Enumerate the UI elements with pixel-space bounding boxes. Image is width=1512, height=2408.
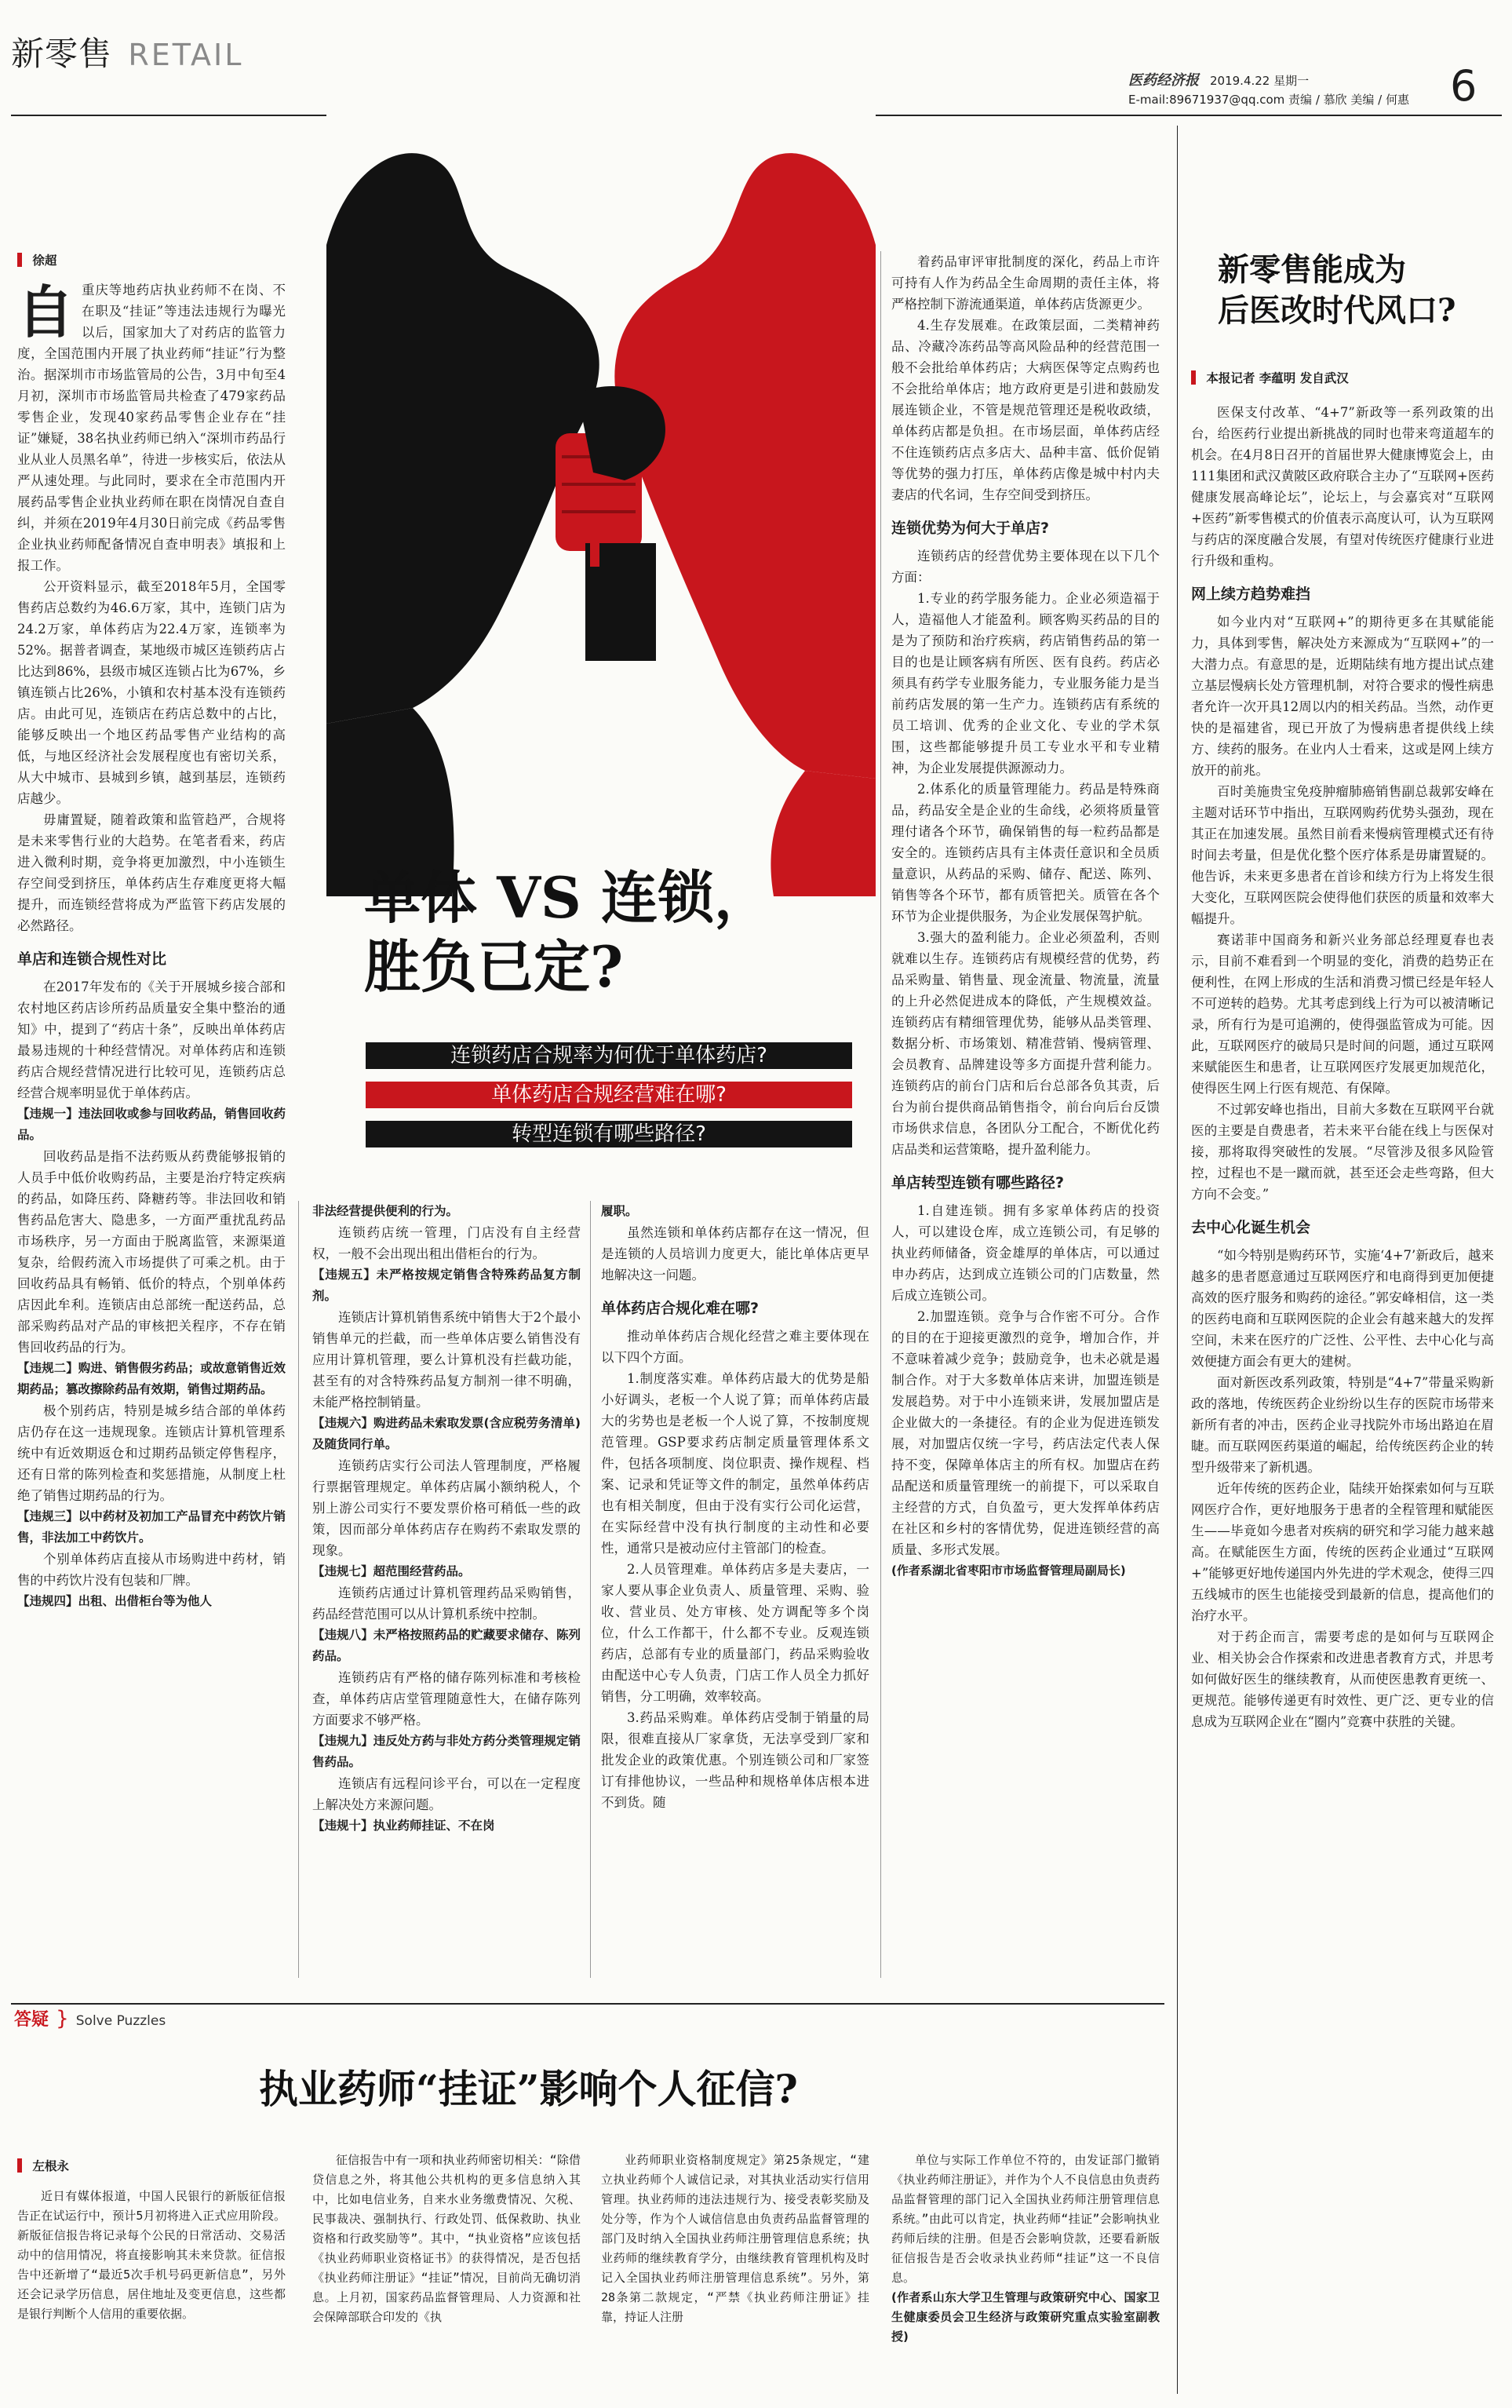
qa-col-3 bbox=[601, 2151, 869, 2399]
qa-signature: (作者系山东大学卫生管理与政策研究中心、国家卫生健康委员会卫生经济与政策研究重点实验室副教授) bbox=[891, 2290, 1160, 2344]
main-col4-para-2: 4.生存发展难。在政策层面，二类精神药品、冷藏冷冻药品等高风险品种的经营范围一般不会批给单体药店；大病医保等定点购药也不会批给单体店；地方政府更是引进和鼓励发展连锁企业，不管是规范管理还是税收政绩，单体药店都是负担。在市场层面，单体药店经不住连锁药店点多店大、品种丰富、低价促销等优势的强力打压，单体药店像是城中村内夫妻店的代名词，生存空间受到挤压。 bbox=[891, 318, 1160, 502]
main-col4-subhead-8: 单店转型连锁有哪些路径? bbox=[891, 1174, 1065, 1191]
side-col-para-6: 不过郭安峰也指出，目前大多数在互联网平台就医的主要是自费患者，若未来平台能在线上与医保对接，那将取得突破性的发展。“尽管涉及很多风险管控，过程也不是一蹴而就，甚至还会走些弯路，但大方向不会变。” bbox=[1191, 1102, 1494, 1202]
side-col-para-11: 对于药企而言，需要考虑的是如何与互联网企业、相关协会合作探索和改进患者教育方式，并思考如何做好医生的继续教育，从而使医患教育更统一、更规范。能够传递更有时效性、更广泛、更专业的信息成为互联网企业在“圈内”竞赛中获胜的关键。 bbox=[1191, 1629, 1494, 1729]
column-rule-1 bbox=[298, 1201, 299, 1978]
side-col-para-4: 百时美施贵宝免疫肿瘤肺癌销售副总裁郭安峰在主题对话环节中指出，互联网购药优势头强劲，现在其正在加速发展。虽然目前看来慢病管理模式还有待时间去考量，但是优化整个医疗体系是毋庸置疑的。他告诉，未来更多患者在首诊和续方行为上将发生很大变化，互联网医院会使得他们获医的质量和效率大幅提升。 bbox=[1191, 784, 1494, 926]
main-col3-subhead-3: 单体药店合规化难在哪? bbox=[601, 1300, 760, 1317]
side-col-subhead-2: 网上续方趋势难挡 bbox=[1191, 586, 1311, 603]
qa-headline: 执业药师“挂证”影响个人征信? bbox=[259, 2066, 798, 2112]
qa-author bbox=[17, 2157, 69, 2174]
arm-wrestling-illustration bbox=[326, 64, 876, 896]
main-author-name: 徐超 bbox=[32, 254, 57, 268]
qa-top-rule bbox=[11, 2003, 1164, 2005]
main-col-3 bbox=[601, 1201, 869, 1986]
headline-line-2: 胜负已定? bbox=[364, 933, 624, 1000]
side-col-para-3: 如今业内对“互联网+”的期待更多在其赋能能力，具体到零售，解决处方来源成为“互联网+”的一大潜力点。有意思的是，近期陆续有地方提出试点建立基层慢病长处方管理机制，对符合要求的慢性病患者允许一次开具12周以内的相关药品。当然，动作更快的是福建省，现已开放了为慢病患者提供线上续方、续药的服务。在业内人士看来，这或是网上续方放开的前兆。 bbox=[1191, 615, 1494, 778]
section-title-en: RETAIL bbox=[128, 38, 244, 72]
qa-col3-text: 业药师职业资格制度规定》第25条规定，“建立执业药师个人诚信记录，对其执业活动实行信用管理。执业药师的违法违规行为、接受表彰奖励及处分等，作为个人诚信信息由负责药品监督管理的部门及时纳入全国执业药师注册管理信息系统；执业药师的继续教育学分，由继续教育管理机构及时记入全国执业药师注册管理信息系统”。另外，第28条第二款规定，“严禁《执业药师注册证》挂靠，持证人注册 bbox=[601, 2153, 869, 2324]
section-title-cn: 新零售 bbox=[11, 35, 113, 73]
column-rule-2 bbox=[590, 1201, 591, 1978]
main-col1-para-1-text: 重庆等地药店执业药师不在岗、不在职及“挂证”等违法违规行为曝光以后，国家加大了对药店的监管力度，全国范围内开展了执业药师“挂证”行为整治。据深圳市市场监管局的公告，3月中旬至4月初，深圳市市场监管局共检查了479家药品零售企业，发现40家药品零售企业存在“挂证”嫌疑，38名执业药师已纳入“深圳市药品行业从业人员黑名单”，待进一步核实后，依法从严从速处理。与此同时，要求在全市范围内开展药品零售企业执业药师在职在岗情况自查自纠，并须在2019年4月30日前完成《药品零售企业执业药师配备情况自查申明表》填报和上报工作。 bbox=[17, 283, 286, 573]
main-col3-para-6: 2.人员管理难。单体药店多是夫妻店，一家人要从事企业负责人、质量管理、采购、验收、营业员、处方审核、处方调配等多个岗位，什么工作都干，什么都不专业。反观连锁药店，总部有专业的质量部门，药品采购验收由配送中心专人负责，门店工作人员全力抓好销售，分工明确，效率较高。 bbox=[601, 1562, 869, 1704]
qa-col-1 bbox=[17, 2187, 286, 2399]
banner-1: 连锁药店合规率为何优于单体药店? bbox=[366, 1042, 852, 1069]
side-headline bbox=[1218, 250, 1456, 331]
qa-tag-bracket-icon: } bbox=[56, 2007, 69, 2030]
main-col-2 bbox=[312, 1201, 581, 1986]
main-col4-para-1: 着药品审评审批制度的深化，药品上市许可持有人作为药品全生命周期的责任主体，将严格控制下游流通渠道，单体药店货源更少。 bbox=[891, 254, 1160, 312]
page-number: 6 bbox=[1450, 61, 1477, 111]
qa-tag bbox=[14, 2006, 166, 2030]
main-col2-violation-title-9: 【违规八】未严格按照药品的贮藏要求储存、陈列药品。 bbox=[312, 1628, 581, 1663]
main-col2-violation-title-5: 【违规六】购进药品未索取发票(含应税劳务清单)及随货同行单。 bbox=[312, 1416, 581, 1451]
qa-col-4 bbox=[891, 2151, 1160, 2399]
main-col2-para-8: 连锁药店通过计算机管理药品采购销售，药品经营范围可以从计算机系统中控制。 bbox=[312, 1585, 581, 1622]
main-col4-para-7: 3.强大的盈利能力。企业必须盈利，否则就难以生存。连锁药店有规模经营的优势，药品采购量、销售量、现金流量、物流量，流量的上升必然促进成本的降低，产生规模效益。连锁药店有精细管理优势，能够从品类管理、数据分析、市场策划、精准营销、慢病管理、会员教育、品牌建设等多方面提升营利能力。连锁药店的前台门店和后台总部各负其责，后台为前台提供商品销售指令，前台向后台反馈市场供求信息，各团队分工配合，不断优化药店品类和运营策略，提升盈利能力。 bbox=[891, 930, 1160, 1157]
main-col4-para-4: 连锁药店的经营优势主要体现在以下几个方面： bbox=[891, 549, 1160, 585]
qa-col1-text: 近日有媒体报道，中国人民银行的新版征信报告正在试运行中，预计5月初将进入正式应用阶段。新版征信报告将记录每个公民的日常活动、交易活动中的信用情况，将直接影响其未来贷款。征信报告中还新增了“最近5次手机号码更新信息”，另外还会记录学历信息，居住地址及变更信息，这些都是银行判断个人信用的重要依据。 bbox=[17, 2189, 286, 2321]
main-col1-para-3: 毋庸置疑，随着政策和监管趋严，合规将是未来零售行业的大趋势。在笔者看来，药店进入微利时期，竞争将更加激烈，中小连锁生存空间受到挤压，单体药店生存难度更将大幅提升，而连锁经营将成为严监管下药店发展的必然路径。 bbox=[17, 812, 286, 933]
main-col1-para-2: 公开资料显示，截至2018年5月，全国零售药店总数约为46.6万家，其中，连锁门店为24.2万家，单体药店为22.4万家，连锁率为52%。据普者调查，某地级市城区连锁药店占比达到86%，县级市城区连锁占比为67%，乡镇连锁占比26%，小镇和农村基本没有连锁药店。由此可见，连锁店在药店总数中的占比，能够反映出一个地区药品零售产业结构的高低，与地区经济社会发展程度也有密切关系，从大中城市、县城到乡镇，越到基层，连锁药店越少。 bbox=[17, 579, 286, 806]
main-col4-para-10: 2.加盟连锁。竞争与合作密不可分。合作的目的在于迎接更激烈的竞争，增加合作，并不意味着减少竞争；鼓励竞争，也未必就是遏制合作。对于大多数单体店来讲，加盟连锁是发展趋势。对于中小连锁来讲，发展加盟店是企业做大的一条捷径。有的企业为促进连锁发展，对加盟店仅统一字号，药店法定代表人保持不变，保障单体店主的所有权。加盟店在药品配送和质量管理统一的前提下，可以采取自主经营的方式，自负盈亏，更大发挥单体药店在社区和乡村的客情优势，促进连锁经营的高质量、多形式发展。 bbox=[891, 1309, 1160, 1557]
main-col4-para-9: 1.自建连锁。拥有多家单体药店的投资人，可以建设仓库，成立连锁公司，有足够的执业药师储备，资金雄厚的单体店，可以通过申办药店，达到成立连锁公司的门店数量，然后成立连锁公司。 bbox=[891, 1203, 1160, 1303]
black-cuff bbox=[590, 535, 599, 567]
qa-col2-text: 征信报告中有一项和执业药师密切相关：“除借贷信息之外，将其他公共机构的更多信息纳入其中，比如电信业务，自来水业务缴费情况、欠税、民事裁决、强制执行、行政处罚、低保救助、执业资格和行政奖励等”。其中，“执业资格”应该包括《执业药师职业资格证书》的获得情况，是否包括《执业药师注册证》“挂证”情况，目前尚无确切消息。上月初，国家药品监督管理局、人力资源和社会保障部联合印发的《执 bbox=[312, 2153, 581, 2324]
main-headline bbox=[364, 863, 771, 1002]
side-col-subhead-7: 去中心化诞生机会 bbox=[1191, 1219, 1311, 1236]
main-col2-para-12: 连锁店有远程问诊平台，可以在一定程度上解决处方来源问题。 bbox=[312, 1776, 581, 1812]
main-col2-violation-title-11: 【违规九】违反处方药与非处方药分类管理规定销售药品。 bbox=[312, 1734, 581, 1769]
violation-2-text: 极个别药店，特别是城乡结合部的单体药店仍存在这一违规现象。连锁店计算机管理系统中有近效期返仓和过期药品锁定停售程序，还有日常的陈列检查和奖惩措施，从制度上杜绝了销售过期药品的行为。 bbox=[17, 1403, 286, 1503]
banner-3: 转型连锁有哪些路径? bbox=[366, 1121, 852, 1147]
banner-2: 单体药店合规经营难在哪? bbox=[366, 1082, 852, 1108]
main-author bbox=[17, 251, 56, 268]
main-col4-para-6: 2.体系化的质量管理能力。药品是特殊商品，药品安全是企业的生命线，必须将质量管理付诸各个环节，确保销售的每一粒药品都是安全的。连锁药店具有主体责任意识和全员质量意识，从药品的采购、储存、配送、陈列、销售等各个环节，都有质管把关。质管在各个环节为企业提供服务，为企业发展保驾护航。 bbox=[891, 782, 1160, 924]
violation-1-text: 回收药品是指不法药贩从药费能够报销的人员手中低价收购药品，主要是治疗特定疾病的药品，如降压药、降糖药等。非法回收和销售药品危害大、隐患多，一方面严重扰乱药品市场秩序，另一方面由于脱离监管，来源渠道复杂，给假药流入市场提供了可乘之机。由于回收药品具有畅销、低价的特点，个别单体药店因此牟利。连锁店由总部统一配送药品，总部采购药品对产品的审核把关程序，不存在销售回收药品的行为。 bbox=[17, 1149, 286, 1355]
violation-3-title: 【违规三】以中药材及初加工产品冒充中药饮片销售，非法加工中药饮片。 bbox=[17, 1509, 286, 1545]
drop-cap: 自 bbox=[17, 279, 75, 345]
main-col2-violation-title-13: 【违规十】执业药师挂证、不在岗 bbox=[312, 1819, 495, 1833]
main-col-1 bbox=[17, 279, 286, 1983]
side-col-para-10: 近年传统的医药企业，陆续开始探索如何与互联网医疗合作，更好地服务于患者的全程管理和赋能医生——毕竟如今患者对疾病的研究和学习能力越来越高。在赋能医生方面，传统的医药企业通过“互联网+”能够更好地传递国内外先进的学术观念，使得三四五线城市的医生也能接受到最新的信息，提高他们的治疗水平。 bbox=[1191, 1481, 1494, 1623]
main-col3-para-5: 1.制度落实难。单体药店最大的优势是船小好调头，老板一个人说了算；而单体药店最大的劣势也是老板一个人说了算，不按制度规范管理。GSP要求药店制定质量管理体系文件，包括各项制度、岗位职责、操作规程、档案、记录和凭证等文件的制定，虽然单体药店也有相关制度，但由于没有实行公司化运营，在实际经营中没有执行制度的主动性和必要性，通常只是被动应付主管部门的检查。 bbox=[601, 1371, 869, 1556]
side-headline-line-1: 新零售能成为 bbox=[1218, 251, 1406, 288]
main-col2-para-10: 连锁药店有严格的储存陈列标准和考核检查，单体药店店堂管理随意性大，在储存陈列方面要求不够严格。 bbox=[312, 1670, 581, 1728]
main-col2-para-6: 连锁药店实行公司法人管理制度，严格履行票据管理规定。单体药店属小额纳税人，个别上游公司实行不要发票价格可稍低一些的政策，因而部分单体药店存在购药不索取发票的现象。 bbox=[312, 1458, 581, 1558]
side-col-para-9: 面对新医改系列政策，特别是“4+7”带量采购新政的落地，传统医药企业纷纷以生存的医院市场带来新所有者的冲击，医药企业寻找院外市场出路迫在眉睫。而互联网医药渠道的崛起，给传统医药企业的转型升级带来了新机遇。 bbox=[1191, 1375, 1494, 1475]
main-col2-violation-title-1: 非法经营提供便利的行为。 bbox=[312, 1204, 459, 1218]
side-col-para-1: 医保支付改革、“4+7”新政等一系列政策的出台，给医药行业提出新挑战的同时也带来弯道超车的机会。在4月8日召开的首届世界大健康博览会上，由111集团和武汉黄陂区政府联合主办了“互联网+医药健康发展高峰论坛”，论坛上，与会嘉宾对“互联网+医药”新零售模式的价值表示高度认可，认为互联网与药店的深度融合发展，有望对传统医疗健康行业进行升级和重构。 bbox=[1191, 405, 1494, 568]
main-col1-para-1 bbox=[17, 279, 286, 576]
qa-author-name: 左根永 bbox=[32, 2159, 69, 2173]
violation-1-title: 【违规一】违法回收或参与回收药品，销售回收药品。 bbox=[17, 1107, 286, 1142]
side-col bbox=[1191, 402, 1494, 2395]
main-col1-subhead: 单店和连锁合规性对比 bbox=[17, 950, 167, 968]
side-rule bbox=[1177, 126, 1178, 2394]
section-title bbox=[11, 28, 243, 75]
side-headline-line-2: 后医改时代风口? bbox=[1218, 292, 1456, 329]
main-col2-violation-title-7: 【违规七】超范围经营药品。 bbox=[312, 1564, 471, 1578]
main-col2-para-2: 连锁药店统一管理，门店没有自主经营权，一般不会出现出租出借柜台的行为。 bbox=[312, 1225, 581, 1261]
main-col1-para-4: 在2017年发布的《关于开展城乡接合部和农村地区药店诊所药品质量安全集中整治的通知》中，提到了“药店十条”，反映出单体药店最易违规的十种经营情况。对单体药店和连锁药店合规经营情况进行比较可见，连锁药店总经营合规率明显优于单体药店。 bbox=[17, 980, 286, 1100]
violation-3-text: 个别单体药店直接从市场购进中药材，销售的中药饮片没有包装和厂牌。 bbox=[17, 1552, 286, 1588]
main-col2-violation-title-3: 【违规五】未严格按规定销售含特殊药品复方制剂。 bbox=[312, 1268, 581, 1303]
main-col3-violation-title-1: 履职。 bbox=[601, 1204, 638, 1218]
main-col3-para-7: 3.药品采购难。单体药店受制于销量的局限，很难直接从厂家拿货，无法享受到厂家和批发企业的政策优惠。个别连锁公司和厂家签订有排他协议，一些品种和规格单体店根本进不到货。随 bbox=[601, 1710, 869, 1810]
qa-tag-en: Solve Puzzles bbox=[75, 2013, 166, 2029]
main-col-4 bbox=[891, 251, 1160, 1986]
main-col3-para-2: 虽然连锁和单体药店都存在这一情况，但是连锁的人员培训力度更大，能比单体店更早地解决这一问题。 bbox=[601, 1225, 869, 1282]
side-col-para-8: “如今特别是购药环节，实施‘4+7’新政后，越来越多的患者愿意通过互联网医疗和电商得到更加便捷高效的医疗服务和购药的途径。”郭安峰相信，这一类的医药电商和互联网医院的企业会有越来越大的发挥空间，未来在医疗的广泛性、公平性、去中心化与高效便捷方面会有更大的建树。 bbox=[1191, 1248, 1494, 1369]
column-rule-3 bbox=[880, 251, 881, 1978]
main-col4-para-5: 1.专业的药学服务能力。企业必须造福于人，造福他人才能盈利。顾客购买药品的目的是为了预防和治疗疾病，药店销售药品的第一目的也是让顾客病有所医、医有良药。药店必须具有药学专业服务能力，专业服务能力是当前药店发展的第一生产力。连锁药店有系统的员工培训、优秀的企业文化、专业的学术氛围，这些都能够提升员工专业水平和专业精神，为企业发展提供源源动力。 bbox=[891, 591, 1160, 775]
qa-col4-text: 单位与实际工作单位不符的，由发证部门撤销《执业药师注册证》，并作为个人不良信息由负责药品监督管理的部门记入全国执业药师注册管理信息系统。”由此可以肯定，执业药师“挂证”会影响执业药师后续的注册。但是否会影响贷款，还要看新版征信报告是否会收录执业药师“挂证”这一不良信息。 bbox=[891, 2153, 1160, 2285]
email-line: E-mail:89671937@qq.com 责编 / 慕欣 美编 / 何惠 bbox=[1128, 93, 1409, 107]
side-byline bbox=[1191, 369, 1349, 386]
side-col-para-5: 赛诺菲中国商务和新兴业务部总经理夏春也表示，目前不难看到一个明显的变化，消费的趋势正在便利性，在网上形成的生活和消费习惯已经是年轻人不可逆转的趋势。尤其考虑到线上行为可以被清晰记录，所有行为是可追溯的，使得强监管成为可能。因此，互联网医疗的破局只是时间的问题，通过互联网来赋能医生和患者，让互联网医疗发展更加规范化，使得医生网上行医有规范、有保障。 bbox=[1191, 932, 1494, 1096]
violation-2-title: 【违规二】购进、销售假劣药品；或故意销售近效期药品；篡改擦除药品有效期，销售过期药品。 bbox=[17, 1361, 286, 1396]
main-col4-signature-11: (作者系湖北省枣阳市市场监督管理局副局长) bbox=[891, 1563, 1126, 1578]
headline-line-1: 单体 VS 连锁， bbox=[364, 864, 771, 931]
paper-name: 医药经济报 bbox=[1128, 72, 1199, 89]
qa-col-2 bbox=[312, 2151, 581, 2399]
date-line: 2019.4.22 星期一 bbox=[1210, 74, 1310, 88]
side-byline-text: 本报记者 李蕴明 发自武汉 bbox=[1206, 371, 1349, 385]
main-col3-para-4: 推动单体药店合规化经营之难主要体现在以下四个方面。 bbox=[601, 1329, 869, 1365]
violation-4-title: 【违规四】出租、出借柜台等为他人 bbox=[17, 1594, 213, 1608]
qa-tag-cn: 答疑 bbox=[14, 2010, 49, 2030]
main-col2-para-4: 连锁店计算机销售系统中销售大于2个最小销售单元的拦截，而一些单体店要么销售没有应用计算机管理，要么计算机没有拦截功能，甚至有的对含特殊药品复方制剂一律不明确，未能严格控制销量。 bbox=[312, 1310, 581, 1410]
main-col4-subhead-3: 连锁优势为何大于单店? bbox=[891, 520, 1050, 537]
